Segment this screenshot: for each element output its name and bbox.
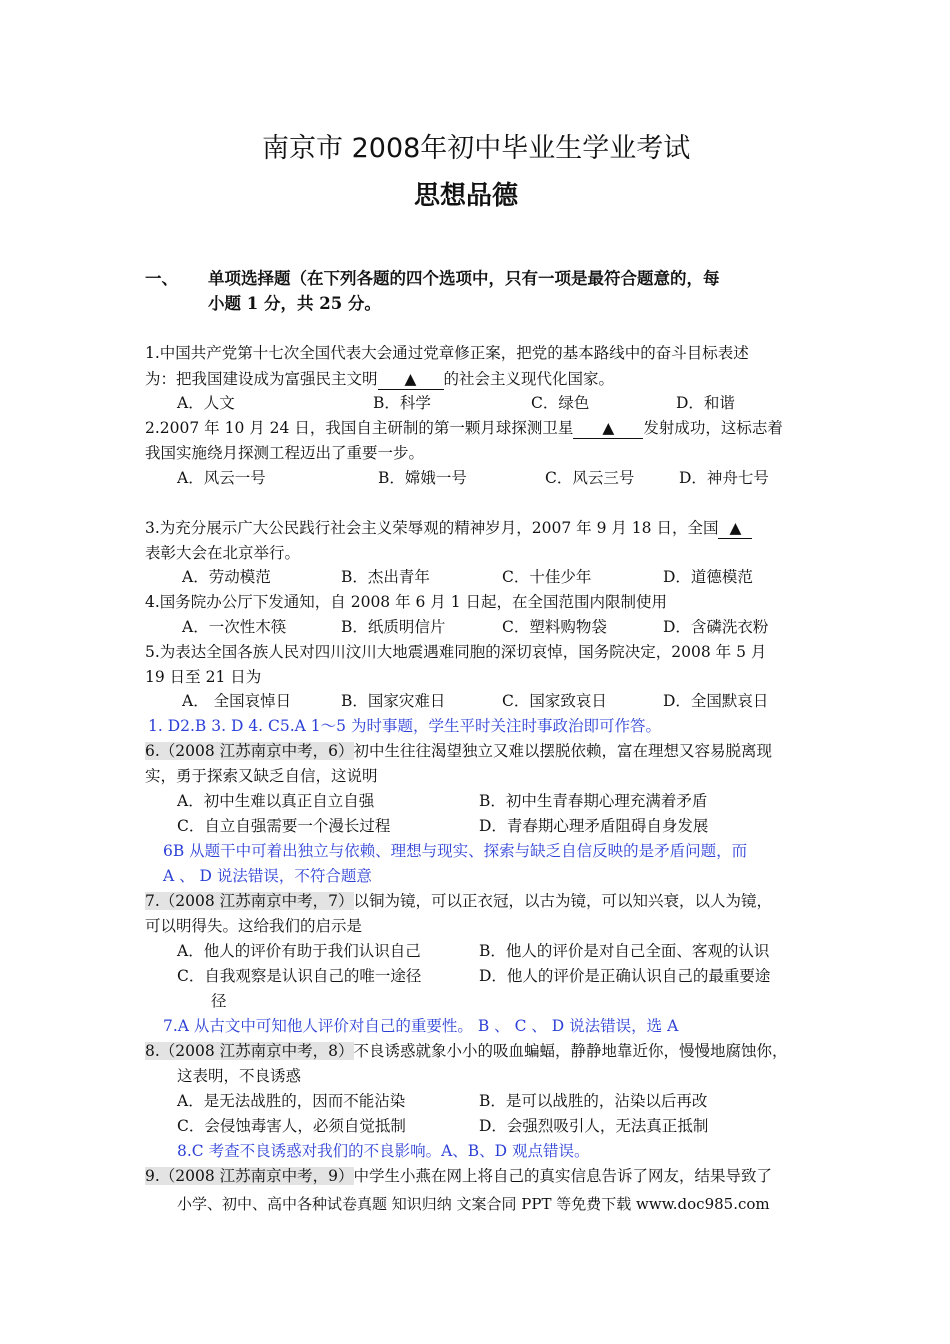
q1-line2-pre: 为：把我国建设成为富强民主文明: [145, 370, 378, 388]
q4-option-c: C．塑料购物袋: [502, 618, 607, 636]
q3-blank: ▲: [718, 518, 752, 539]
q1-option-c: C．绿色: [531, 394, 590, 412]
q6-option-d: D．青春期心理矛盾阻碍自身发展: [479, 817, 709, 835]
q4-option-a: A．一次性木筷: [182, 618, 287, 636]
q5-option-b: B．国家灾难日: [341, 692, 446, 710]
q3-option-d: D．道德模范: [663, 568, 753, 586]
q2-line1-pre: 2.2007 年 10 月 24 日，我国自主研制的第一颗月球探测卫星: [145, 419, 574, 437]
q6-line1-rest: 初中生往往渴望独立又难以摆脱依赖，富在理想又容易脱离现: [353, 742, 773, 760]
q5-line2: 19 日至 21 日为: [145, 668, 262, 686]
q7-option-b: B．他人的评价是对自己全面、客观的认识: [479, 942, 770, 960]
q1-option-d: D．和谐: [676, 394, 735, 412]
q1-option-b: B．科学: [373, 394, 431, 412]
q2-line1: [145, 418, 783, 439]
q1-line2: [145, 369, 614, 390]
section-heading-line2: 小题 1 分，共 25 分。: [208, 294, 381, 313]
q8-option-a: A．是无法战胜的，因而不能沾染: [177, 1092, 406, 1110]
q3-option-c: C．十佳少年: [502, 568, 592, 586]
answer-1-5: 1. D2.B 3. D 4. C5.A 1～5 为时事题，学生平时关注时事政治即可作答。: [148, 717, 661, 735]
q2-blank: ▲: [573, 418, 643, 439]
section-number: 一、: [145, 269, 178, 288]
q7-line1-rest: 以铜为镜，可以正衣冠，以古为镜，可以知兴衰，以人为镜，: [353, 892, 773, 910]
q5-line1: 5.为表达全国各族人民对四川汶川大地震遇难同胞的深切哀悼，国务院决定，2008 年 5 月: [145, 643, 767, 661]
q5-option-d: D．全国默哀日: [663, 692, 769, 710]
q9-line1: [145, 1166, 772, 1186]
q7-option-a: A．他人的评价有助于我们认识自己: [177, 942, 421, 960]
q8-source-tag: 8.（2008 江苏南京中考，8）: [145, 1042, 354, 1060]
q3-option-b: B．杰出青年: [341, 568, 430, 586]
q8-answer: 8.C 考查不良诱惑对我们的不良影响。A、B、D 观点错误。: [177, 1142, 590, 1160]
q8-line2: 这表明，不良诱惑: [177, 1067, 302, 1085]
q7-line2: 可以明得失。这给我们的启示是: [145, 917, 363, 935]
q3-line2: 表彰大会在北京举行。: [145, 544, 301, 562]
q6-answer-line1: 6B 从题干中可着出独立与依赖、理想与现实、探索与缺乏自信反映的是矛盾问题，而: [163, 842, 748, 860]
q2-line2: 我国实施绕月探测工程迈出了重要一步。: [145, 444, 425, 462]
q6-line2: 实，勇于探索又缺乏自信，这说明: [145, 767, 378, 785]
q9-source-tag: 9.（2008 江苏南京中考，9）: [145, 1167, 354, 1185]
q6-source-tag: 6.（2008 江苏南京中考，6）: [145, 742, 354, 760]
q8-option-b: B．是可以战胜的，沾染以后再改: [479, 1092, 708, 1110]
q2-option-a: A．风云一号: [177, 469, 266, 487]
q2-option-c: C．风云三号: [545, 469, 635, 487]
q6-answer-line2: A 、 D 说法错误，不符合题意: [163, 867, 372, 885]
q1-option-a: A．人文: [177, 394, 235, 412]
q7-line1: [145, 891, 772, 911]
q6-option-c: C．自立自强需要一个漫长过程: [177, 817, 391, 835]
q4-option-d: D．含磷洗衣粉: [663, 618, 769, 636]
q4-option-b: B．纸质明信片: [341, 618, 446, 636]
page-footer: 小学、初中、高中各种试卷真题 知识归纳 文案合同 PPT 等免费下载 www.doc985.com: [177, 1195, 770, 1213]
q8-option-d: D．会强烈吸引人，无法真正抵制: [479, 1117, 709, 1135]
q3-option-a: A．劳动模范: [182, 568, 271, 586]
q7-option-c: C．自我观察是认识自己的唯一途径: [177, 967, 422, 985]
q1-line2-post: 的社会主义现代化国家。: [443, 370, 615, 388]
q2-line1-post: 发射成功，这标志着: [643, 419, 783, 437]
q5-option-a: A． 全国哀悼日: [182, 692, 292, 710]
exam-title: 南京市 2008年初中毕业生学业考试: [262, 133, 691, 164]
q6-option-b: B．初中生青春期心理充满着矛盾: [479, 792, 708, 810]
q1-blank: ▲: [378, 369, 444, 390]
q4-line1: 4.国务院办公厅下发通知，自 2008 年 6 月 1 日起，在全国范围内限制使用: [145, 593, 668, 611]
q7-answer: 7.A 从古文中可知他人评价对自己的重要性。 B 、 C 、 D 说法错误，选 A: [163, 1017, 679, 1035]
q5-option-c: C．国家致哀日: [502, 692, 607, 710]
q3-line1: [145, 518, 752, 539]
q6-option-a: A．初中生难以真正自立自强: [177, 792, 375, 810]
q8-option-c: C．会侵蚀毒害人，必须自觉抵制: [177, 1117, 406, 1135]
q2-option-b: B．嫦娥一号: [378, 469, 467, 487]
q8-line1: [145, 1041, 788, 1061]
q2-option-d: D．神舟七号: [679, 469, 769, 487]
q7-option-d-continued: 径: [211, 992, 227, 1010]
section-heading-line1: 单项选择题（在下列各题的四个选项中，只有一项是最符合题意的，每: [208, 269, 720, 288]
q1-line1: 1.中国共产党第十七次全国代表大会通过党章修正案，把党的基本路线中的奋斗目标表述: [145, 344, 749, 362]
q7-source-tag: 7.（2008 江苏南京中考，7）: [145, 892, 354, 910]
q8-line1-rest: 不良诱惑就象小小的吸血蝙蝠，静静地靠近你，慢慢地腐蚀你，: [353, 1042, 788, 1060]
q3-line1-pre: 3.为充分展示广大公民践行社会主义荣辱观的精神岁月，2007 年 9 月 18 日，全国: [145, 519, 719, 537]
subject-title: 思想品德: [414, 181, 519, 211]
q9-line1-rest: 中学生小燕在网上将自己的真实信息告诉了网友，结果导致了: [353, 1167, 773, 1185]
q7-option-d: D．他人的评价是正确认识自己的最重要途: [479, 967, 771, 985]
q6-line1: [145, 741, 772, 761]
